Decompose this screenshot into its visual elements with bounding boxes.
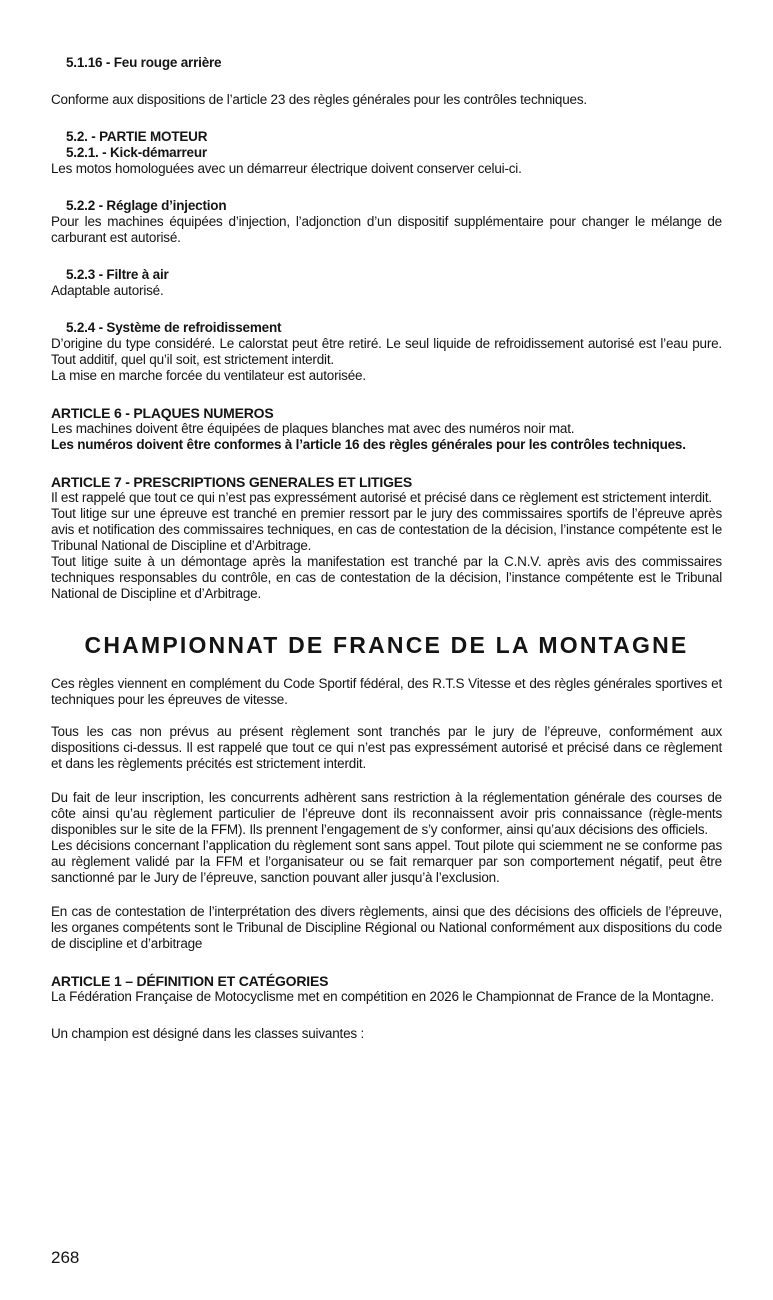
paragraph-kick-demarreur: Les motos homologuées avec un démarreur électrique doivent conserver celui-ci. [51, 161, 522, 176]
article-1-heading: ARTICLE 1 – DÉFINITION ET CATÉGORIES [51, 973, 329, 989]
paragraph-litiges-2: Tout litige sur une épreuve est tranché en premier ressort par le jury des commissaires sportifs de l’épreuve après avis et notification des commissaires techniques, en cas de contestation de la décision, l’instance compétente est le Tribunal National de Discipline et d’Arbitrage. [51, 506, 722, 553]
section-heading-5-2-3: 5.2.3 - Filtre à air [66, 267, 169, 282]
paragraph-filtre-air: Adaptable autorisé. [51, 283, 164, 298]
paragraph-plaques-1: Les machines doivent être équipées de plaques blanches mat avec des numéros noir mat. [51, 421, 575, 436]
article-6-heading: ARTICLE 6 - PLAQUES NUMEROS [51, 405, 274, 421]
article-7-heading: ARTICLE 7 - PRESCRIPTIONS GENERALES ET LITIGES [51, 474, 413, 490]
section-heading-5-2: 5.2. - PARTIE MOTEUR [66, 129, 208, 144]
paragraph-refroidissement-2: La mise en marche forcée du ventilateur est autorisée. [51, 368, 366, 383]
paragraph-definition: La Fédération Française de Motocyclisme met en compétition en 2026 le Championnat de France de la Montagne. [51, 989, 714, 1004]
paragraph-decisions: Les décisions concernant l’application du règlement sont sans appel. Tout pilote qui sciemment ne se conforme pas au règlement validé par la FFM et l’organisateur ou se fait remarquer par son comportement négatif, peut être sanctionné par le Jury de l’épreuve, sanction pouvant aller jusqu’à l’exclusion. [51, 838, 722, 885]
championship-title: CHAMPIONNAT DE FRANCE DE LA MONTAGNE [84, 632, 689, 658]
section-heading-5-2-1: 5.2.1. - Kick-démarreur [66, 145, 207, 160]
paragraph-refroidissement-1: D’origine du type considéré. Le calorstat peut être retiré. Le seul liquide de refroidissement autorisé est l’eau pure. Tout additif, quel qu’il soit, est strictement interdit. [51, 336, 722, 367]
paragraph-feu-rouge: Conforme aux dispositions de l’article 23 des règles générales pour les contrôles techniques. [51, 92, 587, 107]
paragraph-reglage-injection: Pour les machines équipées d’injection, l’adjonction d’un dispositif supplémentaire pour changer le mélange de carburant est autorisé. [51, 214, 722, 245]
paragraph-cas-non-prevus: Tous les cas non prévus au présent règlement sont tranchés par le jury de l’épreuve, conformément aux dispositions ci-dessus. Il est rappelé que tout ce qui n’est pas expressément autorisé et précisé dans ce règlement et dans les règlements précités est strictement interdit. [51, 724, 722, 771]
paragraph-plaques-2: Les numéros doivent être conformes à l’article 16 des règles générales pour les contrôles techniques. [51, 437, 686, 452]
paragraph-contestation: En cas de contestation de l’interprétation des divers règlements, ainsi que des décisions des officiels de l’épreuve, les organes compétents sont le Tribunal de Discipline Régional ou National conformément aux dispositions du code de discipline et d’arbitrage [51, 904, 722, 951]
paragraph-litiges-1: Il est rappelé que tout ce qui n’est pas expressément autorisé et précisé dans ce règlement est strictement interdit. [51, 490, 712, 505]
page-number: 268 [51, 1248, 80, 1267]
paragraph-champion-classes: Un champion est désigné dans les classes suivantes : [51, 1026, 365, 1041]
section-heading-5-2-4: 5.2.4 - Système de refroidissement [66, 320, 282, 335]
paragraph-complement: Ces règles viennent en complément du Code Sportif fédéral, des R.T.S Vitesse et des règles générales sportives et techniques pour les épreuves de vitesse. [51, 676, 722, 707]
paragraph-litiges-3: Tout litige suite à un démontage après la manifestation est tranché par la C.N.V. après avis des commissaires techniques responsables du contrôle, en cas de contestation de la décision, l’instance compétente est le Tribunal National de Discipline et d’Arbitrage. [51, 554, 722, 601]
section-heading-5-1-16: 5.1.16 - Feu rouge arrière [66, 55, 222, 70]
paragraph-inscription: Du fait de leur inscription, les concurrents adhèrent sans restriction à la réglementation générale des courses de côte ainsi qu’au règlement particulier de l’épreuve dont ils reconnaissent avoir pris connaissance (règle-ments disponibles sur le site de la FFM). Ils prennent l’engagement de s’y conformer, ainsi qu’aux décisions des officiels. [51, 790, 722, 837]
section-heading-5-2-2: 5.2.2 - Réglage d’injection [66, 198, 227, 213]
